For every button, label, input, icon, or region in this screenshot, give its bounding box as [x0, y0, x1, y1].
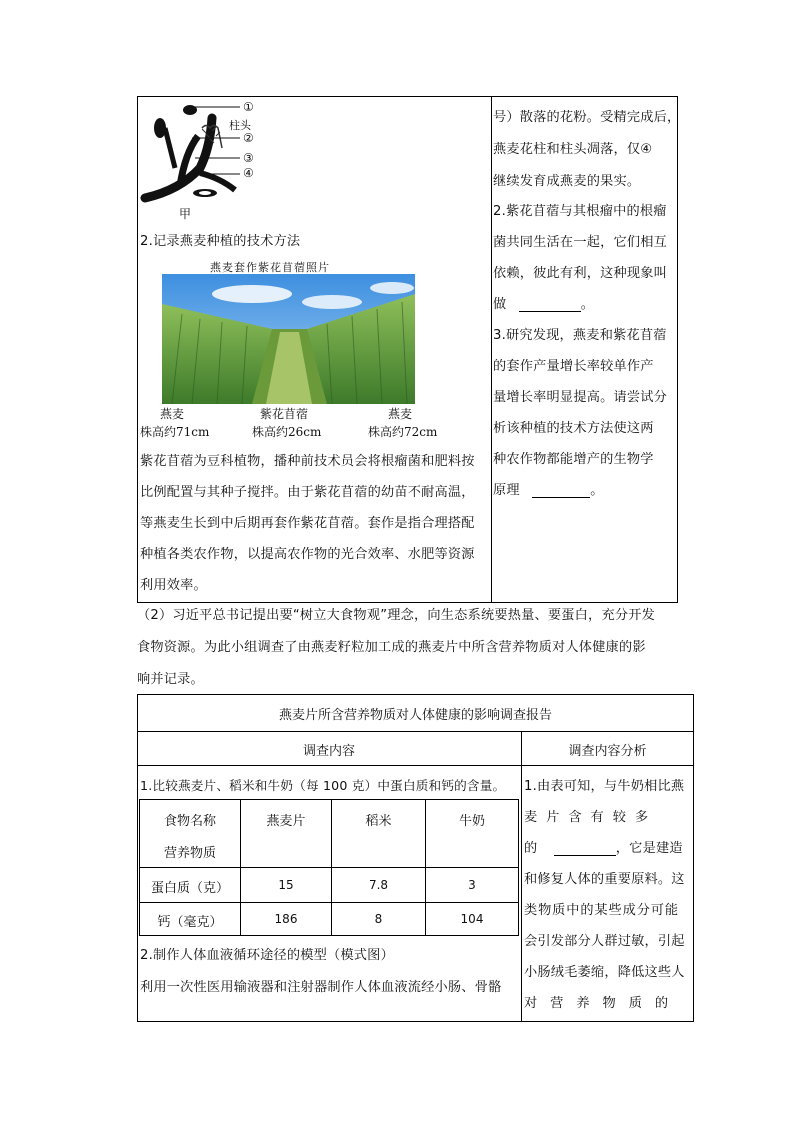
- col-content-header: 调查内容: [302, 744, 355, 759]
- diagram-caption: 甲: [179, 207, 192, 221]
- header-oat-flakes: 燕麦片: [266, 814, 306, 829]
- survey-item-2-desc: 利用一次性医用输液器和注射器制作人体血液流经小肠、骨骼: [140, 980, 502, 995]
- answer-blank-nutrient[interactable]: [554, 843, 616, 856]
- diagram-label-1: ①: [243, 100, 254, 114]
- analysis-line-2: 麦片含有较多: [524, 810, 658, 825]
- survey-item-2: 2.制作人体血液循环途径的模型（模式图）: [140, 948, 394, 963]
- field-photo: [162, 274, 415, 404]
- nutrient-table-hline-2: [139, 902, 519, 903]
- diagram-label-2: ②: [243, 131, 254, 145]
- right-line-7-text: 做: [493, 297, 507, 312]
- right-line-7: [493, 293, 594, 312]
- photo-title: 燕麦套作紫花苜蓿照片: [210, 261, 330, 274]
- right-line-8: 3.研究发现，燕麦和紫花苜蓿: [493, 328, 667, 343]
- calcium-rice: 8: [374, 912, 383, 926]
- analysis-line-5: 类物质中的某些成分可能: [524, 903, 679, 918]
- analysis-line-8: 对营养物质的: [524, 996, 682, 1011]
- answer-blank-principle[interactable]: [532, 485, 590, 498]
- photo-height-right: 株高约72cm: [368, 425, 438, 439]
- para2-line-1: （2）习近平总书记提出要“树立大食物观”理念，向生态系统要热量、要蛋白，充分开发: [137, 608, 655, 623]
- survey-table-rule-1: [137, 731, 694, 732]
- right-line-7-end: 。: [580, 297, 595, 312]
- survey-table-rule-2: [137, 765, 694, 766]
- photo-label-oat-left: 燕麦: [160, 407, 185, 421]
- protein-milk: 3: [468, 878, 476, 892]
- right-line-2: 燕麦花柱和柱头凋落，仅④: [493, 142, 653, 157]
- protein-rice: 7.8: [368, 878, 389, 892]
- calcium-oat: 186: [274, 912, 298, 926]
- diagram-label-3: ③: [243, 151, 254, 165]
- method-para-line-3: 等燕麦生长到中后期再套作紫花苜蓿。套作是指合理搭配: [140, 516, 475, 531]
- calcium-milk: 104: [460, 912, 484, 926]
- survey-table-title: 燕麦片所含营养物质对人体健康的影响调查报告: [278, 708, 552, 723]
- analysis-line-6: 会引发部分人群过敏，引起: [524, 934, 685, 949]
- right-line-12: 种农作物都能增产的生物学: [493, 452, 654, 467]
- right-line-9: 的套作产量增长率较单作产: [493, 359, 654, 374]
- row-protein-label: 蛋白质（克）: [150, 881, 229, 896]
- analysis-line-3b: ，它是建造: [615, 841, 683, 856]
- analysis-line-4: 和修复人体的重要原料。这: [524, 872, 685, 887]
- right-line-5: 菌共同生活在一起，它们相互: [493, 235, 668, 250]
- photo-height-left: 株高约71cm: [140, 425, 210, 439]
- method-heading: 2.记录燕麦种植的技术方法: [140, 234, 301, 249]
- analysis-line-3: [524, 837, 683, 856]
- method-para-line-4: 种植各类农作物，以提高农作物的光合效率、水肥等资源: [140, 547, 475, 562]
- diagram-label-stigma: 柱头: [229, 119, 251, 132]
- right-line-13: [493, 479, 604, 498]
- corner-nutrient: 营养物质: [163, 846, 216, 861]
- survey-item-1: 1.比较燕麦片、稻米和牛奶（每 100 克）中蛋白质和钙的含量。: [140, 778, 506, 793]
- method-para-line-1: 紫花苜蓿为豆科植物，播种前技术员会将根瘤菌和肥料按: [140, 454, 475, 469]
- analysis-line-7: 小肠绒毛萎缩，降低这些人: [524, 965, 685, 980]
- method-para-line-2: 比例配置与其种子搅拌。由于紫花苜蓿的幼苗不耐高温，: [140, 485, 475, 500]
- col-analysis-header: 调查内容分析: [568, 744, 647, 759]
- upper-table-divider: [491, 97, 492, 602]
- right-line-4: 2.紫花苜蓿与其根瘤中的根瘤: [493, 204, 667, 219]
- survey-table-divider: [521, 731, 522, 1021]
- analysis-line-1: 1.由表可知，与牛奶相比燕: [524, 779, 685, 794]
- nutrient-table-hline-1: [139, 867, 519, 868]
- right-line-13-end: 。: [590, 483, 604, 498]
- row-calcium-label: 钙（毫克）: [157, 915, 223, 930]
- right-line-13-text: 原理: [493, 483, 520, 498]
- right-line-11: 析该种植的技术方法使这两: [493, 421, 654, 436]
- right-line-10: 量增长率明显提高。请尝试分: [493, 390, 668, 405]
- right-line-6: 依赖，彼此有利，这种现象叫: [493, 266, 668, 281]
- corner-food-name: 食物名称: [163, 814, 216, 829]
- photo-label-alfalfa: 紫花苜蓿: [260, 407, 309, 421]
- right-line-3: 继续发育成燕麦的果实。: [493, 174, 641, 189]
- answer-blank-symbiosis[interactable]: [519, 299, 581, 312]
- method-para-line-5: 利用效率。: [140, 578, 207, 593]
- protein-oat: 15: [278, 878, 294, 892]
- diagram-label-4: ④: [243, 166, 254, 180]
- header-milk: 牛奶: [458, 814, 485, 829]
- para2-line-2: 食物资源。为此小组调查了由燕麦籽粒加工成的燕麦片中所含营养物质对人体健康的影: [137, 640, 646, 655]
- header-rice: 稻米: [365, 814, 392, 829]
- photo-label-oat-right: 燕麦: [388, 407, 413, 421]
- right-line-1: 号）散落的花粉。受精完成后，: [493, 110, 681, 125]
- para2-line-3: 响并记录。: [137, 672, 204, 687]
- photo-height-mid: 株高约26cm: [252, 425, 322, 439]
- analysis-line-3a: 的: [524, 841, 538, 856]
- field-photo-graphic: [162, 274, 415, 404]
